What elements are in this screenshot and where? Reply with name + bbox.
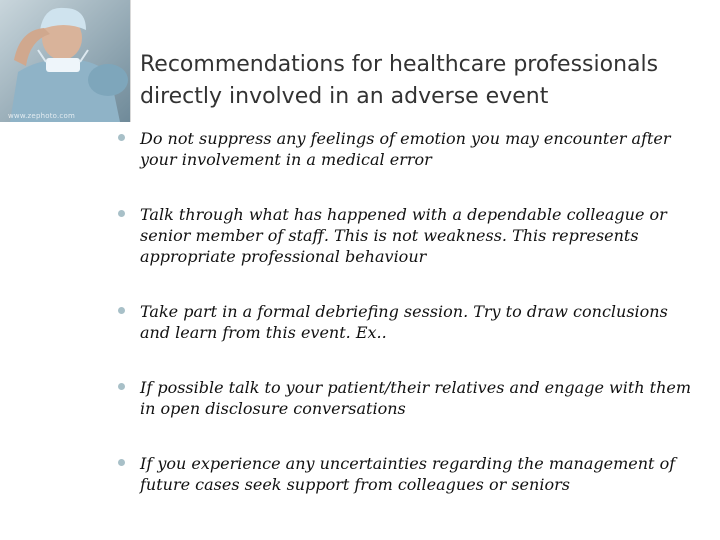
bullet-text: Take part in a formal debriefing session. Try to draw conclusions and learn from this event. Ex.. xyxy=(140,302,668,342)
title-divider xyxy=(130,0,131,122)
photo-watermark: www.zephoto.com xyxy=(8,112,75,120)
list-item xyxy=(118,453,698,495)
bullet-text: If possible talk to your patient/their relatives and engage with them in open disclosure conversations xyxy=(140,378,692,418)
doctor-photo xyxy=(0,0,130,122)
list-item xyxy=(118,204,698,267)
bullet-dot-icon xyxy=(118,210,125,217)
bullet-text: Talk through what has happened with a dependable colleague or senior member of staff. This is not weakness. This represents appropriate professional behaviour xyxy=(140,205,667,266)
bullet-dot-icon xyxy=(118,307,125,314)
bullet-text: If you experience any uncertainties regarding the management of future cases seek support from colleagues or seniors xyxy=(140,454,676,494)
slide-title: Recommendations for healthcare professionals directly involved in an adverse event xyxy=(140,51,659,109)
list-item xyxy=(118,128,698,170)
bullet-dot-icon xyxy=(118,459,125,466)
list-item xyxy=(118,301,698,343)
bullet-text: Do not suppress any feelings of emotion you may encounter after your involvement in a medical error xyxy=(140,129,671,169)
list-item xyxy=(118,377,698,419)
bullet-dot-icon xyxy=(118,383,125,390)
bullet-dot-icon xyxy=(118,134,125,141)
